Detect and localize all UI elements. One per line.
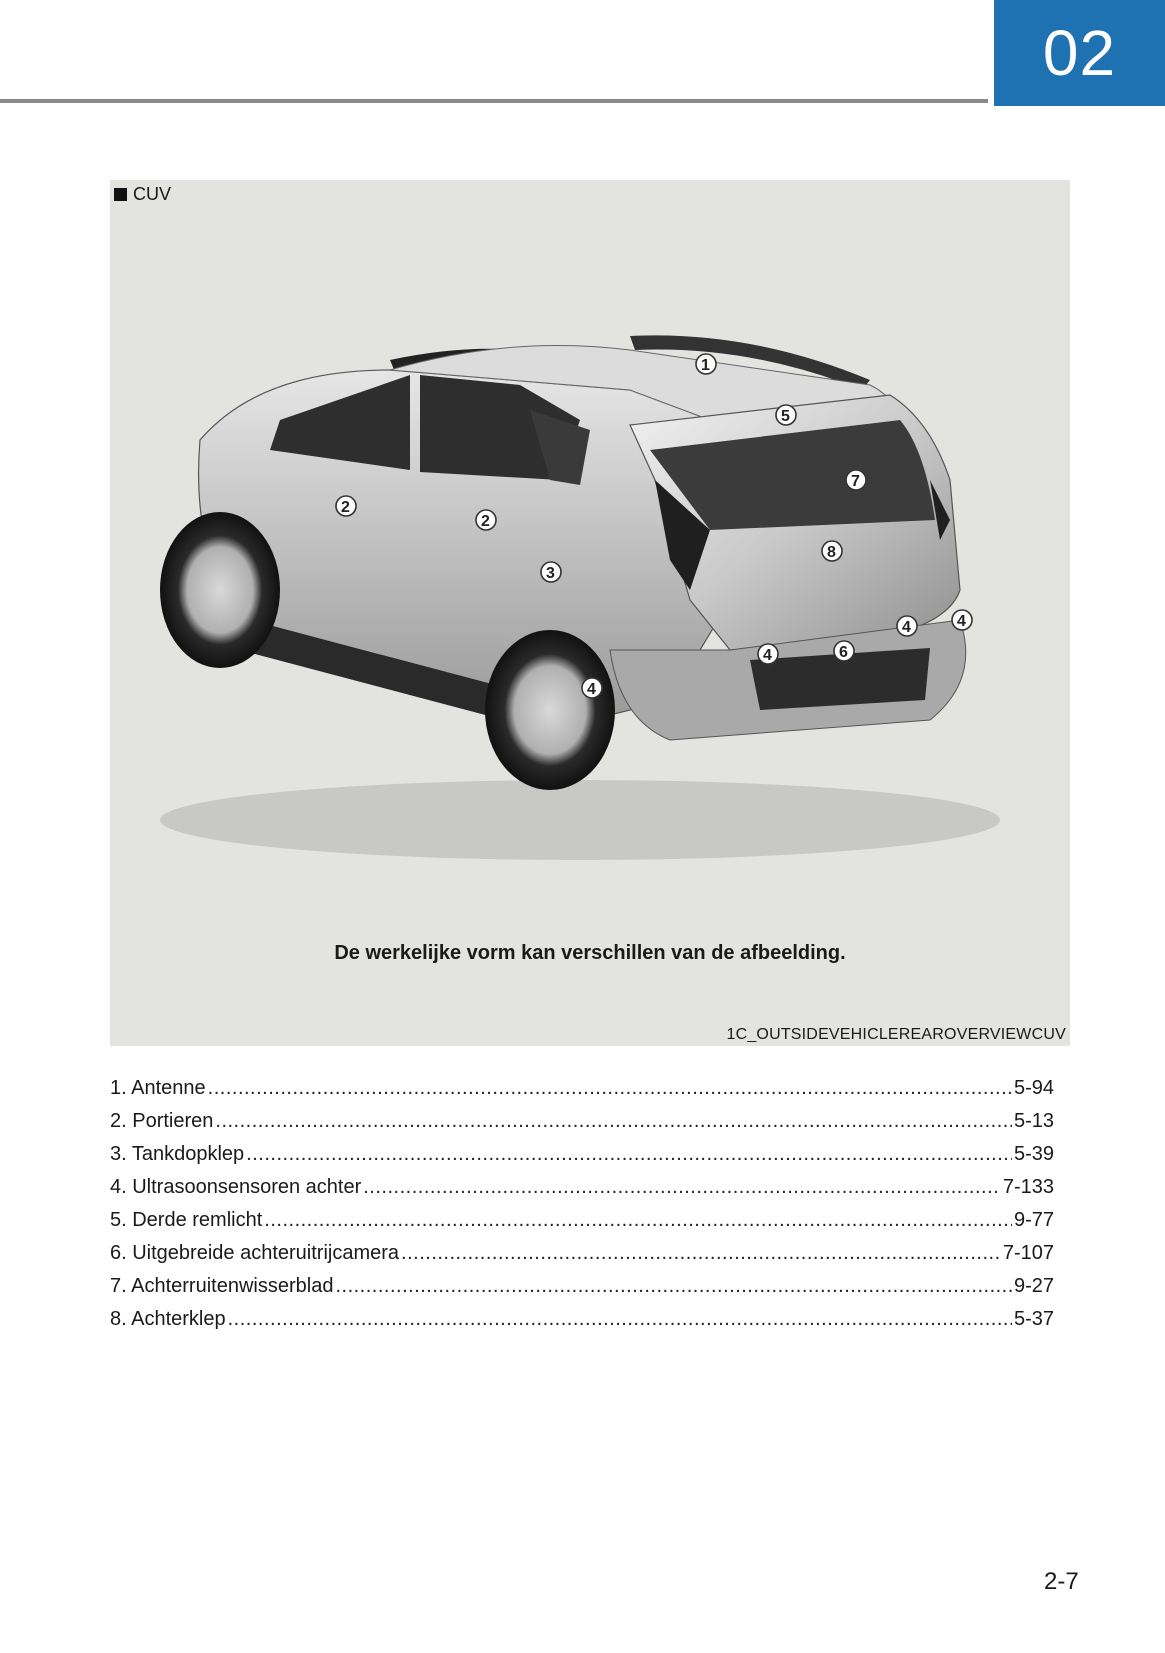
svg-text:3: 3 <box>546 565 555 582</box>
svg-text:6: 6 <box>839 644 848 661</box>
callout-6 <box>834 641 854 661</box>
callout-2 <box>476 510 496 530</box>
item-label: 1. Antenne <box>110 1077 206 1099</box>
callout-4 <box>758 644 778 664</box>
square-bullet-icon <box>114 188 127 201</box>
item-page: 5-13 <box>1013 1110 1054 1132</box>
item-label: 6. Uitgebreide achteruitrijcamera <box>110 1242 400 1264</box>
svg-text:2: 2 <box>481 513 490 530</box>
svg-text:7: 7 <box>851 473 860 490</box>
item-page: 7-107 <box>1002 1242 1054 1264</box>
svg-text:4: 4 <box>902 619 911 636</box>
item-label: 8. Achterklep <box>110 1308 226 1330</box>
svg-text:5: 5 <box>781 408 790 425</box>
page-number: 2-7 <box>1044 1568 1079 1595</box>
chapter-tab: 02 <box>994 0 1165 106</box>
item-page: 7-133 <box>1002 1176 1054 1198</box>
dot-leader <box>363 1171 1001 1204</box>
item-label: 5. Derde remlicht <box>110 1209 263 1231</box>
item-page: 9-27 <box>1013 1275 1054 1297</box>
reference-list <box>110 1072 1054 1336</box>
list-item <box>110 1138 1054 1171</box>
list-item <box>110 1171 1054 1204</box>
variant-text: CUV <box>133 184 172 204</box>
dot-leader <box>215 1105 1012 1138</box>
callout-4 <box>897 616 917 636</box>
list-item <box>110 1204 1054 1237</box>
dot-leader <box>228 1303 1012 1336</box>
callout-7 <box>846 470 866 490</box>
vehicle-figure <box>110 180 1070 1046</box>
item-page: 5-94 <box>1013 1077 1054 1099</box>
item-page: 5-39 <box>1013 1143 1054 1165</box>
svg-text:4: 4 <box>957 613 966 630</box>
item-label: 3. Tankdopklep <box>110 1143 245 1165</box>
item-label: 7. Achterruitenwisserblad <box>110 1275 334 1297</box>
svg-text:4: 4 <box>763 647 772 664</box>
dot-leader <box>208 1072 1012 1105</box>
header-rule <box>0 99 988 103</box>
callout-4 <box>952 610 972 630</box>
figure-caption: De werkelijke vorm kan verschillen van de afbeelding. <box>334 942 846 964</box>
callout-5 <box>776 405 796 425</box>
svg-text:8: 8 <box>827 544 836 561</box>
item-page: 5-37 <box>1013 1308 1054 1330</box>
variant-label <box>114 184 171 205</box>
item-label: 4. Ultrasoonsensoren achter <box>110 1176 362 1198</box>
item-label: 2. Portieren <box>110 1110 214 1132</box>
callout-2 <box>336 496 356 516</box>
callout-4 <box>582 678 602 698</box>
callout-8 <box>822 541 842 561</box>
dot-leader <box>401 1237 1001 1270</box>
item-page: 9-77 <box>1013 1209 1054 1231</box>
list-item <box>110 1105 1054 1138</box>
callout-1 <box>696 354 716 374</box>
svg-text:2: 2 <box>341 499 350 516</box>
list-item <box>110 1303 1054 1336</box>
svg-text:4: 4 <box>587 681 596 698</box>
list-item <box>110 1270 1054 1303</box>
dot-leader <box>246 1138 1012 1171</box>
dot-leader <box>264 1204 1012 1237</box>
callout-3 <box>541 562 561 582</box>
dot-leader <box>335 1270 1012 1303</box>
list-item <box>110 1237 1054 1270</box>
car-rear-illustration <box>110 180 1070 1046</box>
list-item <box>110 1072 1054 1105</box>
image-code: 1C_OUTSIDEVEHICLEREAROVERVIEWCUV <box>726 1026 1066 1043</box>
svg-text:1: 1 <box>701 357 710 374</box>
